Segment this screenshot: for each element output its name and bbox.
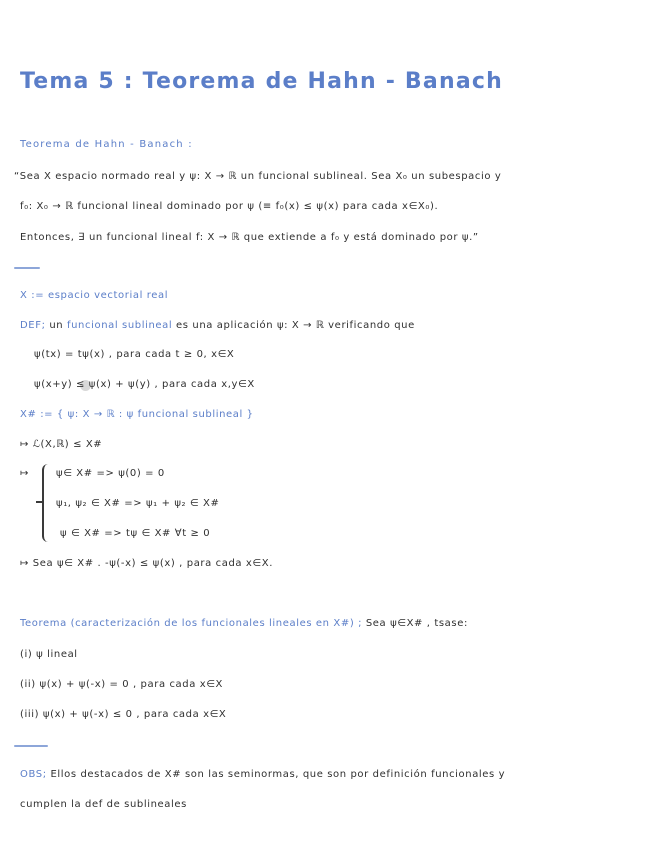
theorem-2-item-ii: (ii) ψ(x) + ψ(-x) = 0 , para cada x∈X (20, 679, 224, 690)
page-title: Tema 5 : Teorema de Hahn - Banach (20, 69, 503, 94)
brace (42, 464, 50, 542)
section-divider-2 (14, 745, 48, 747)
brace-item-2: ψ₁, ψ₂ ∈ X# => ψ₁ + ψ₂ ∈ X# (56, 498, 220, 509)
theorem-2-item-i: (i) ψ lineal (20, 649, 78, 660)
arrow-item-3: ↦ Sea ψ∈ X# . -ψ(-x) ≤ ψ(x) , para cada x∈X. (20, 558, 273, 569)
def-term: funcional sublineal (67, 320, 173, 331)
obs-label: OBS; (20, 769, 47, 780)
theorem-2-item-iii: (iii) ψ(x) + ψ(-x) ≤ 0 , para cada x∈X (20, 709, 227, 720)
theorem-heading: Teorema de Hahn - Banach : (20, 139, 193, 150)
observation-line-2: cumplen la def de sublineales (20, 799, 187, 810)
x-definition: X := espacio vectorial real (20, 290, 169, 301)
theorem-line-1: “Sea X espacio normado real y ψ: X → ℝ un funcional sublineal. Sea X₀ un subespacio y (14, 171, 502, 182)
theorem-2-title: Teorema (caracterización de los funcionales lineales en X#) ; (20, 618, 363, 629)
obs-text-1: Ellos destacados de X# son las seminormas, que son por definición funcionales y (50, 769, 506, 780)
def-text-1: un (49, 320, 64, 331)
definition-line (20, 319, 415, 333)
theorem-2-tail: Sea ψ∈X# , tsase: (365, 618, 468, 629)
arrow-item-2: ↦ (20, 468, 29, 479)
theorem-line-2: f₀: X₀ → ℝ funcional lineal dominado por ψ (≡ f₀(x) ≤ ψ(x) para cada x∈X₀). (20, 201, 439, 212)
xsharp-definition: X# := { ψ: X → ℝ : ψ funcional sublineal } (20, 409, 254, 420)
brace-item-1: ψ∈ X# => ψ(0) = 0 (56, 468, 165, 479)
property-2: ψ(x+y) ≤ ψ(x) + ψ(y) , para cada x,y∈X (34, 379, 255, 390)
arrow-item-1: ↦ ℒ(X,ℝ) ≤ X# (20, 439, 103, 450)
theorem-2-line (20, 617, 468, 631)
brace-item-3: ψ ∈ X# => tψ ∈ X# ∀t ≥ 0 (60, 528, 211, 539)
def-label: DEF; (20, 320, 46, 331)
theorem-line-3: Entonces, ∃ un funcional lineal f: X → ℝ que extiende a f₀ y está dominado por ψ.” (20, 232, 479, 243)
property-1: ψ(tx) = tψ(x) , para cada t ≥ 0, x∈X (34, 349, 235, 360)
brace-tip (36, 501, 42, 503)
section-divider (14, 267, 40, 269)
observation-line-1 (20, 768, 505, 782)
def-text-2: es una aplicación ψ: X → ℝ verificando que (176, 320, 415, 331)
